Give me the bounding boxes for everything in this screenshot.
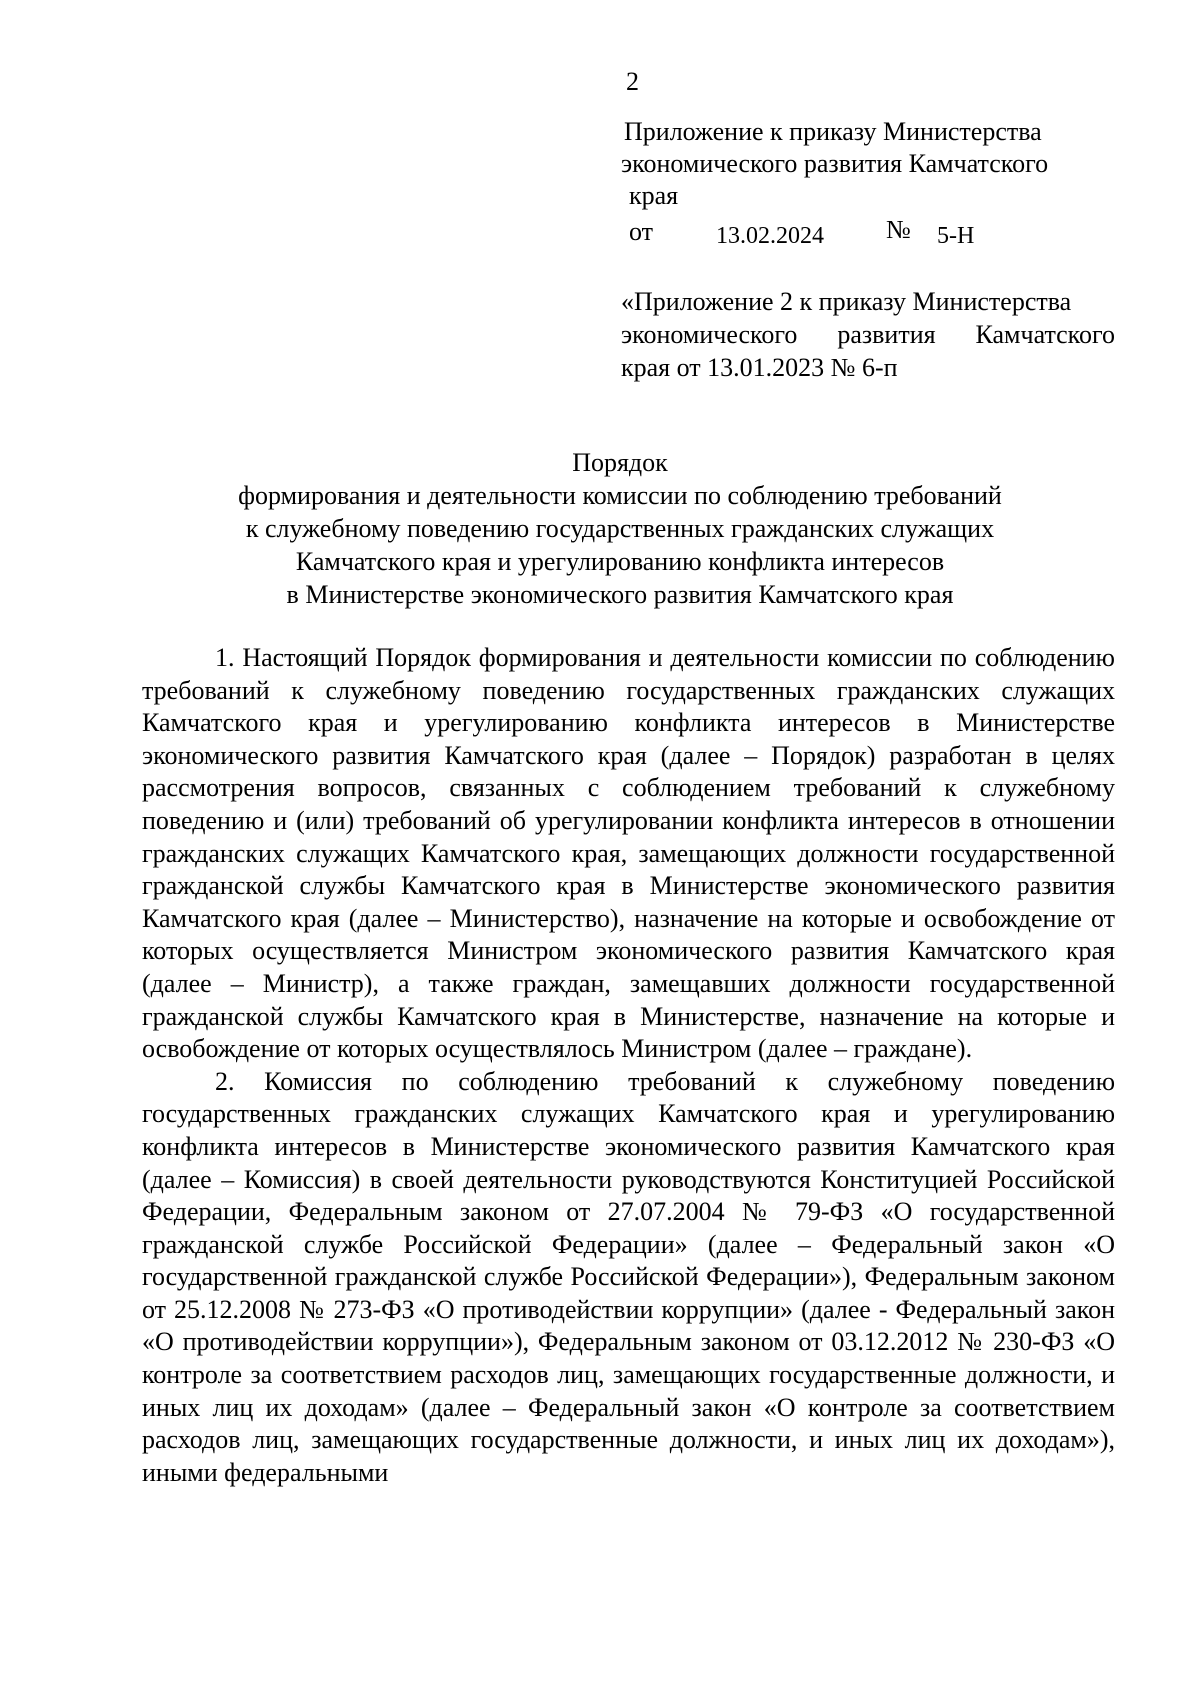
title-line: в Министерстве экономического развития Камчатского края — [286, 580, 954, 609]
order-number: 5-Н — [937, 223, 975, 249]
appendix-line: Приложение к приказу Министерства — [624, 117, 1042, 146]
title-line: формирования и деятельности комиссии по соблюдению требований — [238, 481, 1002, 510]
title-line: к служебному поведению государственных гражданских служащих — [245, 514, 995, 543]
paragraph-2: 2. Комиссия по соблюдению требований к служебному поведению государственных гражданских служащих Камчатского края и урегулированию конфликта интересов в Министерстве экономического развития Камчатского края (далее – Комиссия) в своей деятельности руководствуются Конституцией Российской Федерации, Федеральным законом от 27.07.2004 № 79-ФЗ «О государственной гражданской службе Российской Федерации» (далее – Федеральный закон «О государственной гражданской службе Российской Федерации»), Федеральным законом от 25.12.2008 № 273-ФЗ «О противодействии коррупции» (далее - Федеральный закон «О противодействии коррупции»), Федеральным законом от 03.12.2012 № 230-ФЗ «О контроле за соответствием расходов лиц, замещающих государственные должности, и иных лиц их доходам» (далее – Федеральный закон «О контроле за соответствием расходов лиц, замещающих государственные должности, и иных лиц их доходам»), иными федеральными — [142, 1066, 1115, 1487]
appendix-line: экономического развития Камчатского — [621, 149, 1049, 178]
appendix-header — [621, 116, 1131, 212]
paragraph-1: 1. Настоящий Порядок формирования и деятельности комиссии по соблюдению требований к служебному поведению государственных гражданских служащих Камчатского края и урегулированию конфликта интересов в Министерстве экономического развития Камчатского края (далее – Порядок) разработан в целях рассмотрения вопросов, связанных с соблюдением требований к служебному поведению и (или) требований об урегулировании конфликта интересов в отношении гражданских служащих Камчатского края, замещающих должности государственной гражданской службы Камчатского края в Министерстве экономического развития Камчатского края (далее – Министерство), назначение на которые и освобождение от которых осуществляется Министром экономического развития Камчатского края (далее – Министр), а также граждан, замещавших должности государственной гражданской службы Камчатского края в Министерстве, назначение на которые и освобождение от которых осуществлялось Министром (далее – граждане). — [142, 643, 1115, 1064]
previous-appendix-line: «Приложение 2 к приказу Министерства — [621, 287, 1072, 316]
title-line: Камчатского края и урегулированию конфликта интересов — [295, 547, 945, 576]
order-date: 13.02.2024 — [716, 223, 824, 249]
order-number-sign: № — [886, 215, 911, 244]
order-date-label: от — [629, 217, 654, 246]
previous-appendix-line: края от 13.01.2023 № 6-п — [621, 353, 898, 382]
document-title — [140, 446, 1100, 611]
page-number: 2 — [626, 67, 639, 96]
appendix-line: края — [629, 181, 679, 210]
document-body — [142, 642, 1115, 1489]
title-heading: Порядок — [572, 448, 668, 477]
previous-appendix-reference — [621, 285, 1115, 384]
previous-appendix-line: экономического развития Камчатского — [621, 320, 1115, 349]
